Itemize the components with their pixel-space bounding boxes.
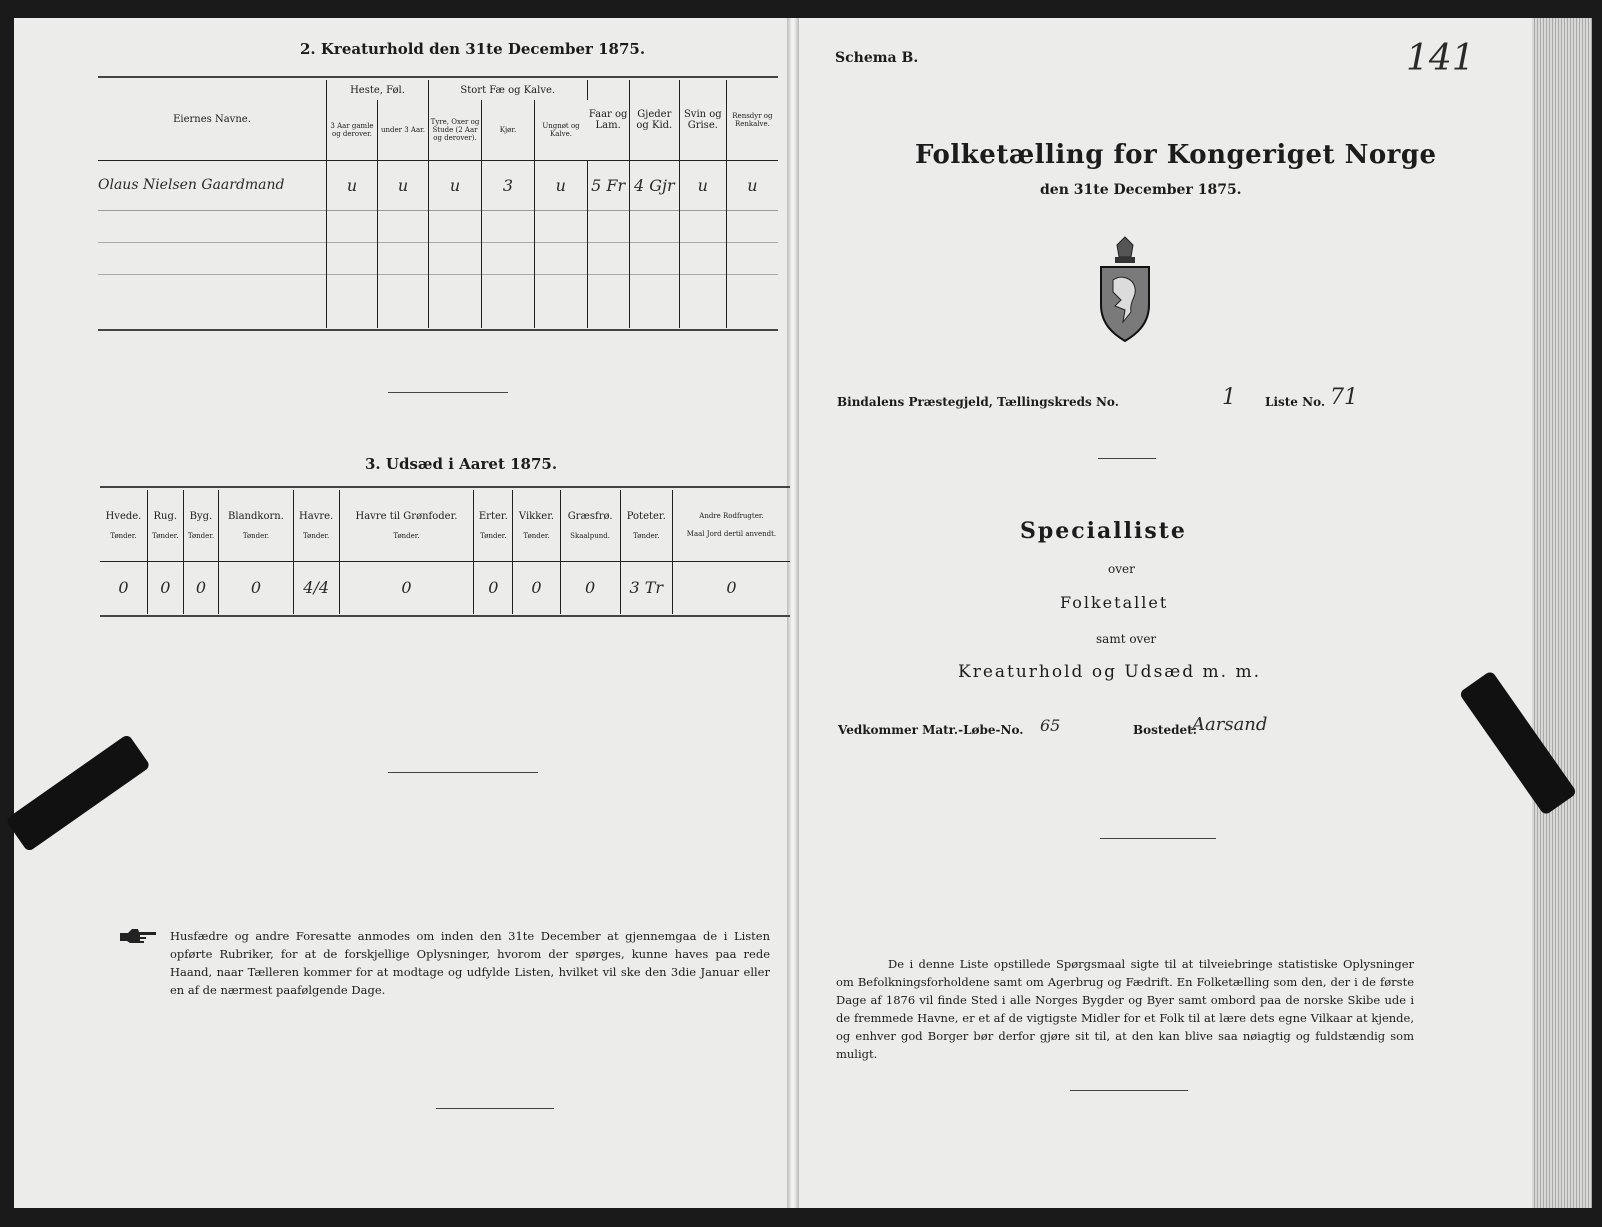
seed-cell: 0: [219, 561, 293, 614]
matr-number: 65: [1040, 716, 1061, 735]
seed-column-header: [339, 490, 474, 561]
sheep-header: Faar og Lam.: [587, 80, 629, 160]
table2-top-rule: [98, 76, 778, 78]
seed-cell: 0: [474, 561, 513, 614]
seed-column-unit: Tønder.: [303, 531, 330, 540]
owner-cell: Olaus Nielsen Gaardmand: [98, 160, 327, 210]
divider: [388, 392, 508, 393]
cell: u: [378, 160, 429, 210]
cell: u: [327, 160, 378, 210]
seed-cell: 0: [560, 561, 620, 614]
table-row: [100, 561, 790, 614]
seed-cell: 4/4: [293, 561, 339, 614]
table2-bottom-rule: [98, 329, 778, 331]
seed-table: [100, 490, 790, 614]
seed-column-header: [183, 490, 219, 561]
divider: [436, 1108, 554, 1109]
seed-column-unit: Maal Jord dertil anvendt.: [686, 530, 777, 539]
seed-column-name: Rug.: [153, 510, 178, 522]
section2-title: 2. Kreaturhold den 31te December 1875.: [300, 40, 646, 58]
seed-cell: 3 Tr: [620, 561, 672, 614]
seed-cell: 0: [100, 561, 147, 614]
cattle-header: Stort Fæ og Kalve.: [429, 80, 588, 100]
seed-column-name: Erter.: [478, 510, 508, 522]
notice-text: Husfædre og andre Foresatte anmodes om inden den 31te December at gjennemgaa de i Listen opførte Rubriker, for at de forskjellige Oplysninger, hvorom der spørges, kunne haves paa rede Haand, naar Tælleren kommer for at modtage og udfylde Listen, hvilket vil ske den 3die Januar eller en af de nærmest paafølgende Dage.: [170, 929, 770, 997]
pointing-hand-icon: [118, 927, 158, 945]
info-paragraph: De i denne Liste opstillede Spørgsmaal sigte til at tilveiebringe statistiske Oplysninger om Befolkningsforholdene samt om Agerbrug og Fædrift. En Folketælling som den, der i de første Dage af 1876 vil finde Sted i alle Norges Bygder og Byer samt ombord paa de norske Skibe ude i de fremmede Havne, er et af de vigtigste Midler for et Folk til at lære dets egne Vilkaar at kjende, og enhver god Borger bør derfor gjøre sit til, at den kan blive saa nøiagtig og fuldstændig som muligt.: [836, 957, 1414, 1061]
parish-label: Bindalens Præstegjeld, Tællingskreds No.: [837, 395, 1119, 409]
divider: [1098, 458, 1156, 459]
seed-column-unit: Tønder.: [523, 531, 550, 540]
horses-b-header: under 3 Aar.: [378, 100, 429, 160]
seed-column-header: [219, 490, 293, 561]
special-title: Specialliste: [1020, 518, 1187, 544]
right-page-edges: [1532, 18, 1592, 1208]
seed-column-unit: Tønder.: [480, 531, 507, 540]
cattle-a-header: Tyre, Oxer og Stude (2 Aar og derover).: [429, 100, 482, 160]
seed-cell: 0: [726, 578, 737, 598]
census-date: den 31te December 1875.: [1040, 182, 1242, 198]
seed-column-name: Græsfrø.: [567, 510, 613, 522]
folketallet-text: Folketallet: [1060, 593, 1169, 612]
page-number: 141: [1406, 38, 1475, 79]
page-title: Folketælling for Kongeriget Norge: [915, 140, 1437, 170]
coat-of-arms-icon: [1095, 235, 1155, 345]
seed-column-unit: Tønder.: [110, 531, 137, 540]
matr-label: Vedkommer Matr.-Løbe-No.: [838, 723, 1024, 737]
seed-column-header: [147, 490, 183, 561]
table-row: [98, 160, 778, 210]
seed-column-header: [474, 490, 513, 561]
seed-column-unit: Tønder.: [187, 531, 215, 540]
seed-column-unit: Tønder.: [393, 531, 420, 540]
bosted-value: Aarsand: [1192, 714, 1268, 735]
cell: u: [747, 175, 758, 195]
over-text: over: [1108, 562, 1135, 576]
cattle-c-header: Ungnøt og Kalve.: [542, 121, 580, 138]
seed-column-name: Hvede.: [105, 510, 142, 522]
horses-a-header: 3 Aar gamle og derover.: [327, 100, 378, 160]
seed-column-name: Vikker.: [518, 510, 555, 522]
reindeer-header: Rensdyr og Renkalve.: [732, 111, 773, 128]
seed-column-header: [513, 490, 560, 561]
cell: u: [429, 160, 482, 210]
seed-column-name: Byg.: [189, 510, 213, 522]
schema-label: Schema B.: [835, 50, 919, 66]
seed-column-unit: Tønder.: [242, 531, 270, 540]
seed-column-header: [100, 490, 147, 561]
seed-column-unit: Tønder.: [633, 531, 660, 540]
seed-column-name: Havre til Grønfoder.: [355, 510, 458, 522]
seed-column-header: [293, 490, 339, 561]
liste-label: Liste No.: [1265, 395, 1326, 409]
seed-column-unit: Skaalpund.: [570, 531, 610, 540]
seed-cell: 0: [147, 561, 183, 614]
seed-cell: 0: [513, 561, 560, 614]
seed-column-header: [620, 490, 672, 561]
horses-header: Heste, Føl.: [327, 80, 429, 100]
kreaturhold-text: Kreaturhold og Udsæd m. m.: [958, 662, 1262, 682]
divider: [1100, 838, 1216, 839]
table3-top-rule: [100, 486, 790, 488]
liste-number: 71: [1330, 385, 1358, 410]
seed-cell: 0: [339, 561, 474, 614]
cell: u: [535, 160, 588, 210]
seed-column-name: Andre Rodfrugter.: [699, 512, 764, 521]
livestock-table: [98, 80, 778, 328]
cell: 4 Gjr: [629, 160, 679, 210]
table3-bottom-rule: [100, 615, 790, 617]
divider: [1070, 1090, 1188, 1091]
seed-column-name: Havre.: [299, 510, 334, 522]
section3-title: 3. Udsæd i Aaret 1875.: [365, 455, 558, 473]
cattle-b-header: Kjør.: [482, 100, 535, 160]
kreds-number: 1: [1222, 385, 1236, 410]
seed-column-unit: Tønder.: [152, 531, 179, 540]
seed-cell: 0: [183, 561, 219, 614]
divider: [388, 772, 538, 773]
seed-column-header: [560, 490, 620, 561]
seed-column-header: [672, 490, 790, 561]
pigs-header: Svin og Grise.: [679, 80, 726, 160]
goats-header: Gjeder og Kid.: [629, 80, 679, 160]
cell: 3: [482, 160, 535, 210]
seed-column-name: Blandkorn.: [228, 510, 284, 522]
owner-header: Eiernes Navne.: [98, 80, 327, 160]
samt-over-text: samt over: [1096, 632, 1157, 646]
bosted-label: Bostedet:: [1133, 723, 1198, 737]
cell: 5 Fr: [587, 160, 629, 210]
seed-column-name: Poteter.: [626, 510, 666, 522]
cell: u: [679, 160, 726, 210]
